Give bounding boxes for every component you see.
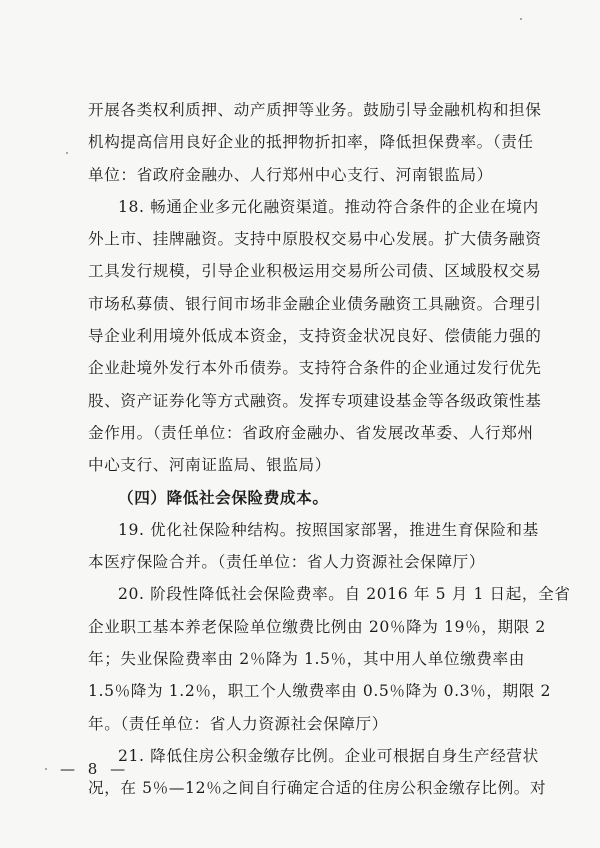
scan-speck bbox=[520, 18, 522, 20]
text-line: 金作用。（责任单位：省政府金融办、省发展改革委、人行郑州 bbox=[88, 423, 534, 442]
text-line: 21. 降低住房公积金缴存比例。企业可根据自身生产经营状 bbox=[118, 746, 539, 765]
text-line: 企业赴境外发行本外币债券。支持符合条件的企业通过发行优先 bbox=[88, 359, 542, 378]
text-line: 19. 优化社保险种结构。按照国家部署，推进生育保险和基 bbox=[118, 520, 539, 539]
body-text bbox=[88, 94, 571, 805]
text-line: 18. 畅通企业多元化融资渠道。推动符合条件的企业在境内 bbox=[118, 197, 539, 216]
text-line: 机构提高信用良好企业的抵押物折扣率，降低担保费率。（责任 bbox=[88, 133, 534, 152]
text-line: 本医疗保险合并。（责任单位：省人力资源社会保障厅） bbox=[88, 553, 486, 572]
text-line: 20. 阶段性降低社会保险费率。自 2016 年 5 月 1 日起，全省 bbox=[118, 585, 571, 604]
text-line: 况，在 5％—12％之间自行确定合适的住房公积金缴存比例。对 bbox=[88, 779, 547, 798]
scan-speck bbox=[45, 768, 47, 770]
page-number: — 8 — bbox=[60, 760, 130, 778]
text-line: 年。（责任单位：省人力资源社会保障厅） bbox=[88, 714, 388, 733]
text-line: 1.5％降为 1.2％，职工个人缴费率由 0.5％降为 0.3％，期限 2 bbox=[88, 682, 552, 701]
scan-speck bbox=[66, 152, 68, 154]
text-line: 股、资产证券化等方式融资。发挥专项建设基金等各级政策性基 bbox=[88, 391, 542, 410]
text-line: 中心支行、河南证监局、银监局） bbox=[88, 456, 331, 475]
text-line: 工具发行规模，引导企业积极运用交易所公司债、区域股权交易 bbox=[88, 262, 542, 281]
text-line: 导企业利用境外低成本资金，支持资金状况良好、偿债能力强的 bbox=[88, 327, 542, 346]
section-heading: （四）降低社会保险费成本。 bbox=[118, 488, 329, 507]
text-line: 企业职工基本养老保险单位缴费比例由 20％降为 19％，期限 2 bbox=[88, 617, 546, 636]
text-line: 外上市、挂牌融资。支持中原股权交易中心发展。扩大债务融资 bbox=[88, 230, 542, 249]
text-line: 单位：省政府金融办、人行郑州中心支行、河南银监局） bbox=[88, 165, 493, 184]
text-line: 年；失业保险费率由 2％降为 1.5％，其中用人单位缴费率由 bbox=[88, 650, 525, 669]
text-line: 开展各类权利质押、动产质押等业务。鼓励引导金融机构和担保 bbox=[88, 101, 542, 119]
text-line: 市场私募债、银行间市场非金融企业债务融资工具融资。合理引 bbox=[88, 294, 542, 313]
